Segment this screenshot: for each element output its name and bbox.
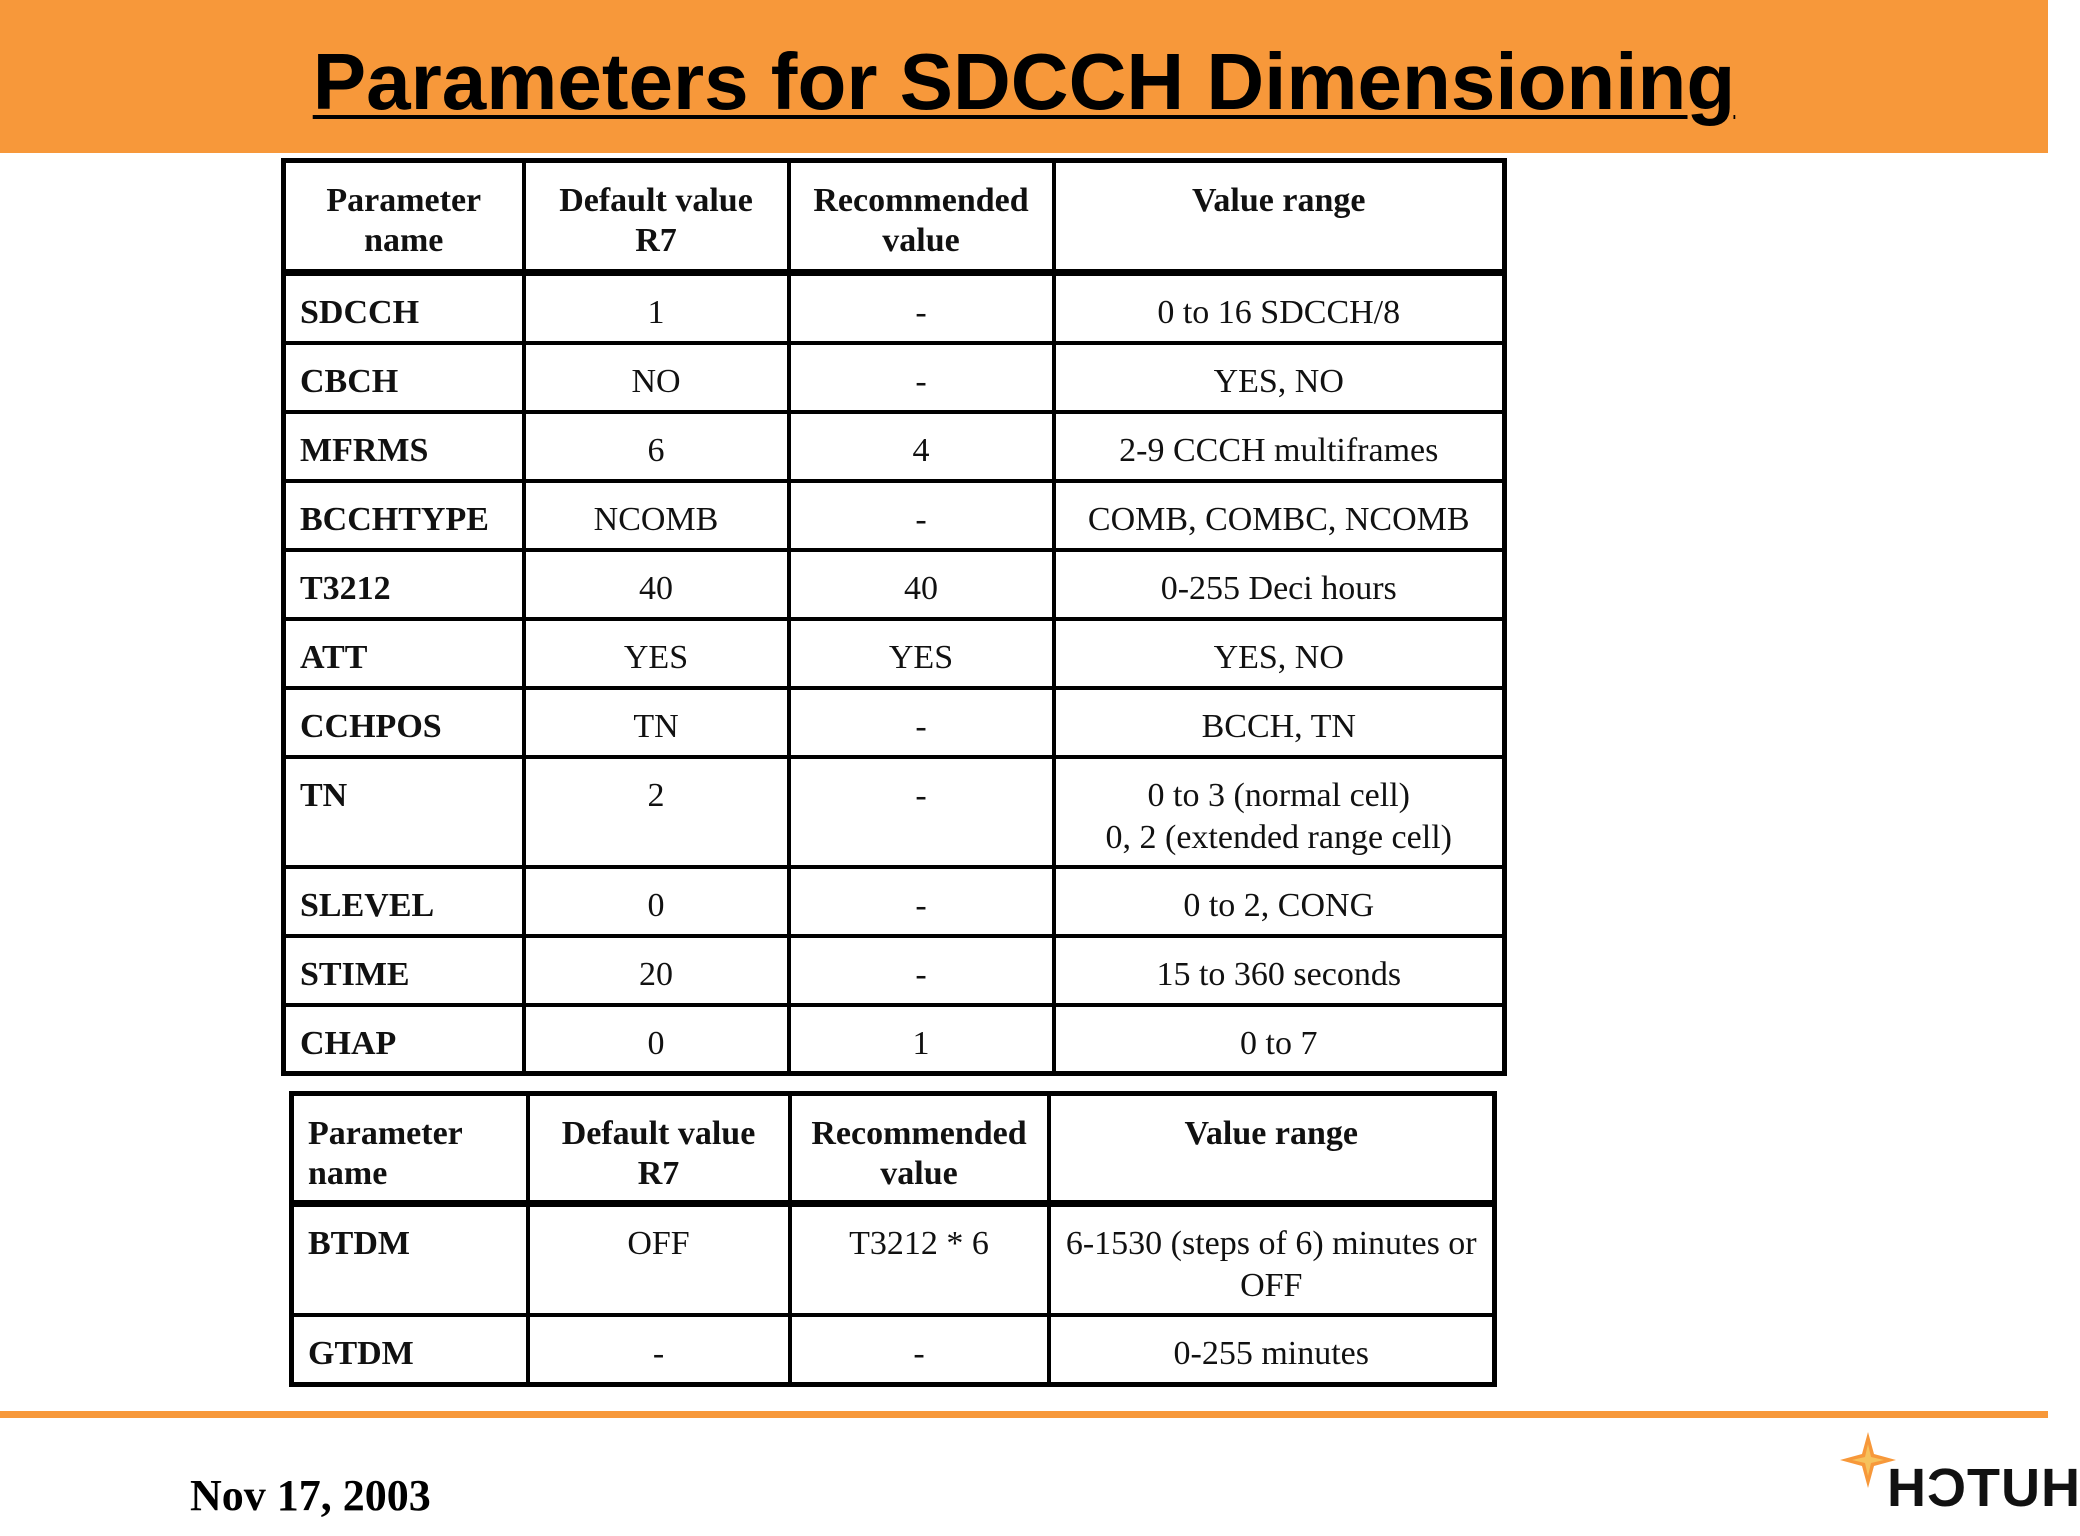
table-cell: - xyxy=(789,481,1054,550)
table-row xyxy=(284,1005,1505,1074)
table-cell: 40 xyxy=(789,550,1054,619)
table-cell: 15 to 360 seconds xyxy=(1054,936,1505,1005)
table-cell: 20 xyxy=(524,936,789,1005)
footer-date: Nov 17, 2003 xyxy=(190,1471,431,1520)
slide-title: Parameters for SDCCH Dimensioning xyxy=(312,37,1736,126)
table-cell: 1 xyxy=(789,1005,1054,1074)
table-cell: YES xyxy=(524,619,789,688)
parameter-name-cell: SLEVEL xyxy=(284,867,524,936)
table-cell: 2 xyxy=(524,757,789,867)
parameter-name-cell: BCCHTYPE xyxy=(284,481,524,550)
table-cell: YES, NO xyxy=(1054,343,1505,412)
table-cell: T3212 * 6 xyxy=(790,1204,1049,1315)
table-cell: 0-255 Deci hours xyxy=(1054,550,1505,619)
parameter-name-cell: STIME xyxy=(284,936,524,1005)
column-header: Value range xyxy=(1054,161,1505,273)
column-header: Recommended value xyxy=(790,1094,1049,1204)
parameters-table-dtm xyxy=(289,1091,1497,1387)
table-cell: 0 to 16 SDCCH/8 xyxy=(1054,273,1505,343)
table-cell: - xyxy=(528,1315,790,1385)
table-row xyxy=(284,757,1505,867)
table-cell: 4 xyxy=(789,412,1054,481)
parameter-name-cell: CBCH xyxy=(284,343,524,412)
table-cell: 0-255 minutes xyxy=(1049,1315,1495,1385)
parameter-name-cell: ATT xyxy=(284,619,524,688)
table-row xyxy=(284,343,1505,412)
table-row xyxy=(284,936,1505,1005)
table-row xyxy=(284,619,1505,688)
table-cell: YES xyxy=(789,619,1054,688)
table-header-row xyxy=(292,1094,1495,1204)
table-cell: NO xyxy=(524,343,789,412)
table-row xyxy=(284,550,1505,619)
table-cell: 0 to 3 (normal cell) 0, 2 (extended range cell) xyxy=(1054,757,1505,867)
table-cell: - xyxy=(789,936,1054,1005)
table-cell: BCCH, TN xyxy=(1054,688,1505,757)
table-cell: - xyxy=(789,867,1054,936)
parameters-table-main xyxy=(281,158,1507,1076)
table-cell: 0 xyxy=(524,1005,789,1074)
table-cell: 0 to 7 xyxy=(1054,1005,1505,1074)
column-header: Value range xyxy=(1049,1094,1495,1204)
parameter-name-cell: TN xyxy=(284,757,524,867)
table-cell: COMB, COMBC, NCOMB xyxy=(1054,481,1505,550)
parameter-name-cell: BTDM xyxy=(292,1204,528,1315)
table-row xyxy=(284,273,1505,343)
hutch-logo xyxy=(1838,1425,2080,1525)
table-row xyxy=(284,867,1505,936)
table-row xyxy=(292,1204,1495,1315)
table-cell: 40 xyxy=(524,550,789,619)
table-cell: 2-9 CCCH multiframes xyxy=(1054,412,1505,481)
table-cell: - xyxy=(789,688,1054,757)
table-row xyxy=(284,481,1505,550)
parameter-name-cell: MFRMS xyxy=(284,412,524,481)
table-cell: - xyxy=(789,343,1054,412)
parameter-name-cell: SDCCH xyxy=(284,273,524,343)
table-cell: YES, NO xyxy=(1054,619,1505,688)
table-cell: 6 xyxy=(524,412,789,481)
table-row xyxy=(284,412,1505,481)
column-header: Parameter name xyxy=(284,161,524,273)
column-header: Parameter name xyxy=(292,1094,528,1204)
table-cell: 0 xyxy=(524,867,789,936)
table-cell: - xyxy=(789,273,1054,343)
table-cell: NCOMB xyxy=(524,481,789,550)
table-cell: 1 xyxy=(524,273,789,343)
column-header: Recommended value xyxy=(789,161,1054,273)
table-header-row xyxy=(284,161,1505,273)
parameter-name-cell: CCHPOS xyxy=(284,688,524,757)
parameter-name-cell: GTDM xyxy=(292,1315,528,1385)
table-cell: 6-1530 (steps of 6) minutes or OFF xyxy=(1049,1204,1495,1315)
table-row xyxy=(284,688,1505,757)
column-header: Default value R7 xyxy=(524,161,789,273)
table-cell: OFF xyxy=(528,1204,790,1315)
table-cell: - xyxy=(789,757,1054,867)
parameter-name-cell: CHAP xyxy=(284,1005,524,1074)
table-row xyxy=(292,1315,1495,1385)
table-cell: TN xyxy=(524,688,789,757)
column-header: Default value R7 xyxy=(528,1094,790,1204)
logo-wordmark: HUTCH xyxy=(1886,1458,2080,1518)
footer-divider xyxy=(0,1411,2048,1418)
table-cell: 0 to 2, CONG xyxy=(1054,867,1505,936)
parameter-name-cell: T3212 xyxy=(284,550,524,619)
table-cell: - xyxy=(790,1315,1049,1385)
